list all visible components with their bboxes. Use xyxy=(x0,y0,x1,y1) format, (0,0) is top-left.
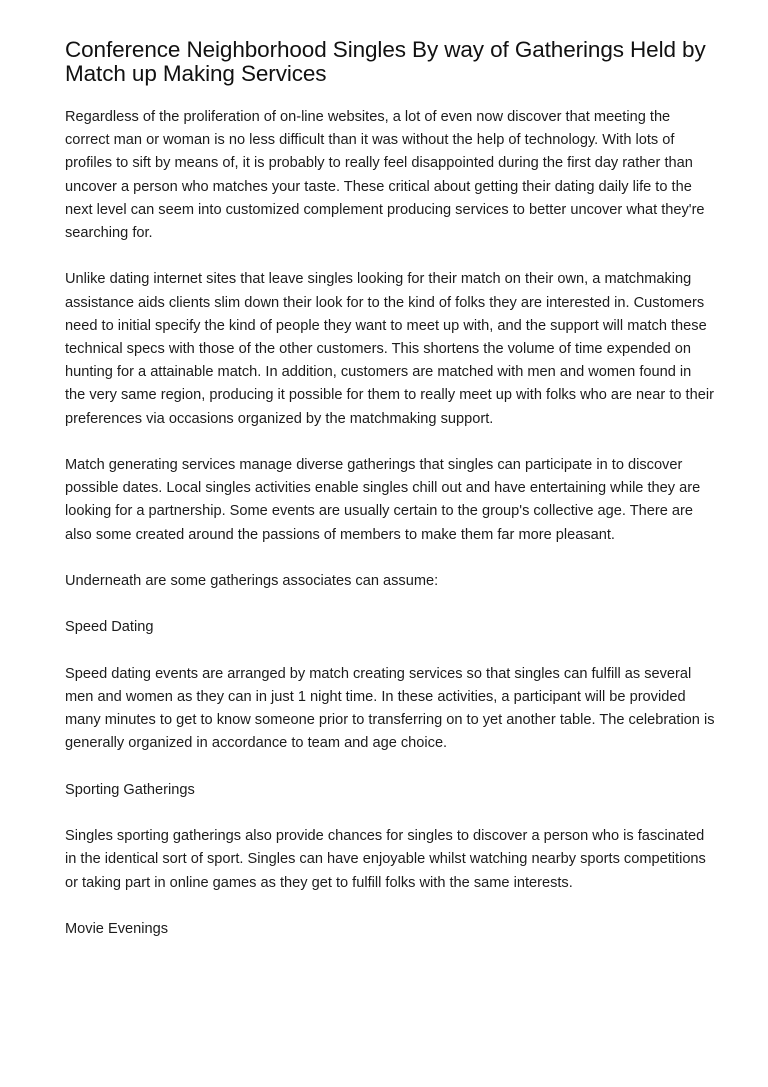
section-heading-speed-dating: Speed Dating xyxy=(65,619,154,636)
paragraph-intro: Regardless of the proliferation of on-line websites, a lot of even now discover that meeting the correct man or woman is no less difficult than it was without the help of technology. With lots of profiles to sift by means of, it is probably to really feel disappointed during the first day rather than uncover a person who matches your taste. These critical about getting their dating daily life to the next level can seem into customized complement producing services to better uncover what they're searching for. xyxy=(65,109,705,242)
paragraph-gatherings: Match generating services manage diverse gatherings that singles can participate in to discover possible dates. Local singles activities enable singles chill out and have entertaining while they are looking for a partnership. Some events are usually certain to the group's collective age. There are also some created around the passions of members to make them far more pleasant. xyxy=(65,457,701,543)
document-title: Conference Neighborhood Singles By way of Gatherings Held by Match up Making Services xyxy=(65,37,706,86)
paragraph-list-intro: Underneath are some gatherings associates can assume: xyxy=(65,573,439,590)
section-heading-sporting: Sporting Gatherings xyxy=(65,781,195,798)
section-body-sporting: Singles sporting gatherings also provide chances for singles to discover a person who is fascinated in the identical sort of sport. Singles can have enjoyable whilst watching nearby sports competitions or taking part in online games as they get to fulfill folks with the same interests. xyxy=(65,828,706,891)
paragraph-matchmaking: Unlike dating internet sites that leave singles looking for their match on their own, a matchmaking assistance aids clients slim down their look for to the kind of folks they are interested in. Customers need to initial specify the kind of people they want to meet up with, and the support will match these technical specs with those of the other customers. This shortens the volume of time expended on hunting for a attainable match. In addition, customers are matched with men and women found in the very same region, producing it possible for them to really meet up with folks who are near to their preferences via occasions organized by the matchmaking support. xyxy=(65,271,714,427)
section-body-speed-dating: Speed dating events are arranged by match creating services so that singles can fulfill as several men and women as they can in just 1 night time. In these activities, a participant will be provided many minutes to get to know someone prior to transferring on to yet another table. The celebration is generally organized in accordance to team and age choice. xyxy=(65,665,715,752)
document-page xyxy=(65,38,715,964)
section-heading-movie: Movie Evenings xyxy=(65,920,169,937)
